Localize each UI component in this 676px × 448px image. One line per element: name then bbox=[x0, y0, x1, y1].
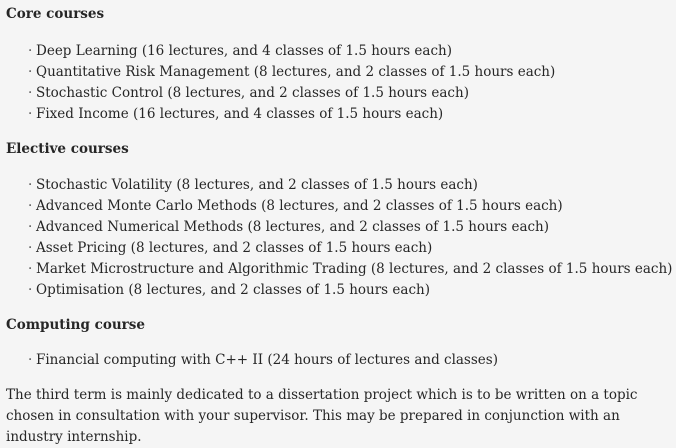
list-item-text: Asset Pricing (8 lectures, and 2 classes of 1.5 hours each) bbox=[36, 240, 433, 256]
list-item-text: Financial computing with C++ II (24 hours of lectures and classes) bbox=[36, 352, 498, 368]
list-item bbox=[28, 238, 672, 259]
list-item bbox=[28, 280, 672, 301]
bullet-icon: · bbox=[28, 106, 33, 122]
list-item-text: Optimisation (8 lectures, and 2 classes of 1.5 hours each) bbox=[36, 282, 430, 298]
bullet-icon: · bbox=[28, 64, 33, 80]
third-term-paragraph: The third term is mainly dedicated to a dissertation project which is to be written on a topic chosen in consultation with your supervisor. This may be prepared in conjunction with an industry internship. bbox=[6, 387, 638, 445]
bullet-icon: · bbox=[28, 219, 33, 235]
list-item bbox=[28, 175, 672, 196]
bullet-icon: · bbox=[28, 240, 33, 256]
list-item-text: Fixed Income (16 lectures, and 4 classes of 1.5 hours each) bbox=[36, 106, 444, 122]
list-item-text: Advanced Monte Carlo Methods (8 lectures, and 2 classes of 1.5 hours each) bbox=[36, 198, 563, 214]
list-item-text: Quantitative Risk Management (8 lectures, and 2 classes of 1.5 hours each) bbox=[36, 64, 556, 80]
list-item-text: Deep Learning (16 lectures, and 4 classes of 1.5 hours each) bbox=[36, 43, 452, 59]
list-item bbox=[28, 217, 672, 238]
bullet-icon: · bbox=[28, 282, 33, 298]
section-heading-core-courses: Core courses bbox=[6, 6, 105, 22]
list-item-text: Stochastic Control (8 lectures, and 2 classes of 1.5 hours each) bbox=[36, 85, 469, 101]
list-item bbox=[28, 259, 672, 280]
core-courses-list bbox=[6, 41, 555, 125]
list-item bbox=[28, 104, 555, 125]
section-heading-computing-course: Computing course bbox=[6, 317, 145, 333]
list-item bbox=[28, 83, 555, 104]
list-item-text: Stochastic Volatility (8 lectures, and 2 classes of 1.5 hours each) bbox=[36, 177, 478, 193]
list-item bbox=[28, 196, 672, 217]
section-heading-elective-courses: Elective courses bbox=[6, 141, 129, 157]
list-item-text: Advanced Numerical Methods (8 lectures, and 2 classes of 1.5 hours each) bbox=[36, 219, 550, 235]
bullet-icon: · bbox=[28, 85, 33, 101]
elective-courses-list bbox=[6, 175, 672, 301]
bullet-icon: · bbox=[28, 177, 33, 193]
list-item bbox=[28, 350, 498, 371]
computing-course-list bbox=[6, 350, 498, 371]
list-item bbox=[28, 62, 555, 83]
bullet-icon: · bbox=[28, 352, 33, 368]
bullet-icon: · bbox=[28, 198, 33, 214]
list-item bbox=[28, 41, 555, 62]
bullet-icon: · bbox=[28, 261, 33, 277]
list-item-text: Market Microstructure and Algorithmic Trading (8 lectures, and 2 classes of 1.5 hours each) bbox=[36, 261, 673, 277]
bullet-icon: · bbox=[28, 43, 33, 59]
